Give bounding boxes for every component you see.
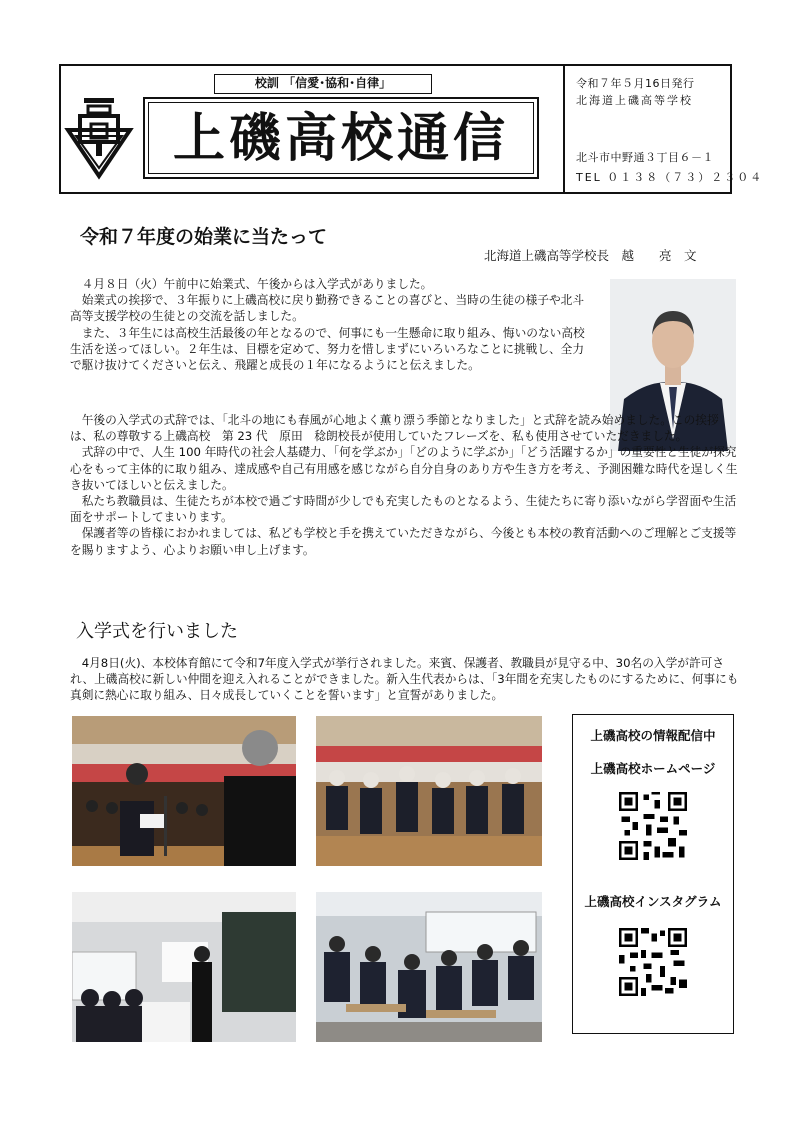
classroom-teacher-photo [72, 892, 296, 1042]
ceremony-students-seated-photo [316, 716, 542, 866]
paragraph: また、３年生には高校生活最後の年となるので、何事にも一生懸命に取り組み、悔いのない高校生活を送ってほしい。２年生は、目標を定めて、努力を惜しまずにいろいろなことに挑戦し、全力で駆け抜けてくださいと伝え、飛躍と成長の１年になるようにと伝えました。 [70, 325, 585, 373]
instagram-qr-code[interactable] [619, 928, 687, 996]
school-emblem-logo [64, 92, 134, 182]
instagram-label: 上磯高校インスタグラム [584, 894, 722, 909]
info-box-title: 上磯高校の情報配信中 [590, 728, 716, 743]
paragraph: 午後の入学式の式辞では、｢北斗の地にも春風が心地よく薫り漂う季節となりました」と式辞を読み始めました。この挨拶は、私の尊敬する上磯高校 第 23 代 原田 稔朗校長が使用していたフレーズを、私も使用させていただきました。 [70, 413, 719, 444]
masthead-divider [563, 64, 565, 194]
paragraph: 私たち教職員は、生徒たちが本校で過ごす時間が少しでも充実したものとなるよう、生徒たちに寄り添いながら学習面や生活面をサポートしてまいります。 [70, 494, 737, 525]
paragraph: 保護者等の皆様におかれましては、私ども学校と手を携えていただきながら、今後とも本校の教育活動へのご理解とご支援等を賜りますよう、心よりお願い申し上げます。 [70, 526, 737, 557]
article1-heading: 令和７年度の始業に当たって [80, 226, 328, 248]
newsletter-title: 上磯高校通信 [172, 108, 509, 169]
article2-heading: 入学式を行いました [76, 621, 238, 642]
homepage-qr-code[interactable] [619, 792, 687, 860]
school-name: 北海道上磯高等学校 [576, 94, 693, 107]
paragraph: 4月8日(火)、本校体育館にて令和7年度入学式が挙行されました。来賓、保護者、教職員が見守る中、30名の入学が許可され、上磯高校に新しい仲間を迎え入れることができました。新入生代表からは、｢3年間を充実したものにするために、何事にも真剣に熱心に取り組み、日々成長していくことを誓います」と宣誓がありました。 [70, 656, 739, 703]
article2-body [70, 655, 740, 704]
article1-body-part1 [70, 276, 592, 373]
school-phone: TEL ０１３８（７３）２３０４ [576, 171, 764, 184]
classroom-students-photo [316, 892, 542, 1042]
homepage-label: 上磯高校ホームページ [590, 761, 716, 776]
article1-body-part2 [70, 412, 740, 558]
school-address: 北斗市中野通３丁目６－１ [576, 151, 714, 164]
ceremony-speech-photo [72, 716, 296, 866]
issue-date: 令和７年５月16日発行 [576, 77, 695, 90]
paragraph: ４月８日（火）午前中に始業式、午後からは入学式がありました。 [81, 277, 433, 291]
school-motto: 校訓 「信愛･協和･自律」 [214, 74, 432, 94]
article1-byline: 北海道上磯高等学校長 越 亮 文 [484, 248, 697, 263]
paragraph: 始業式の挨拶で、３年振りに上磯高校に戻り勤務できることの喜びと、当時の生徒の様子や北斗高等支援学校の生徒との交流を話しました。 [70, 293, 585, 324]
paragraph: 式辞の中で、人生 100 年時代の社会人基礎力、｢何を学ぶか｣「どのように学ぶか」「どう活躍するか」の重要性と生徒が探究心をもって主体的に取り組み、達成感や自己有用感を感じながら自分自身のあり方や生き方を考え、予測困難な時代を逞しく生き抜いてほしいと伝えました。 [70, 445, 738, 492]
